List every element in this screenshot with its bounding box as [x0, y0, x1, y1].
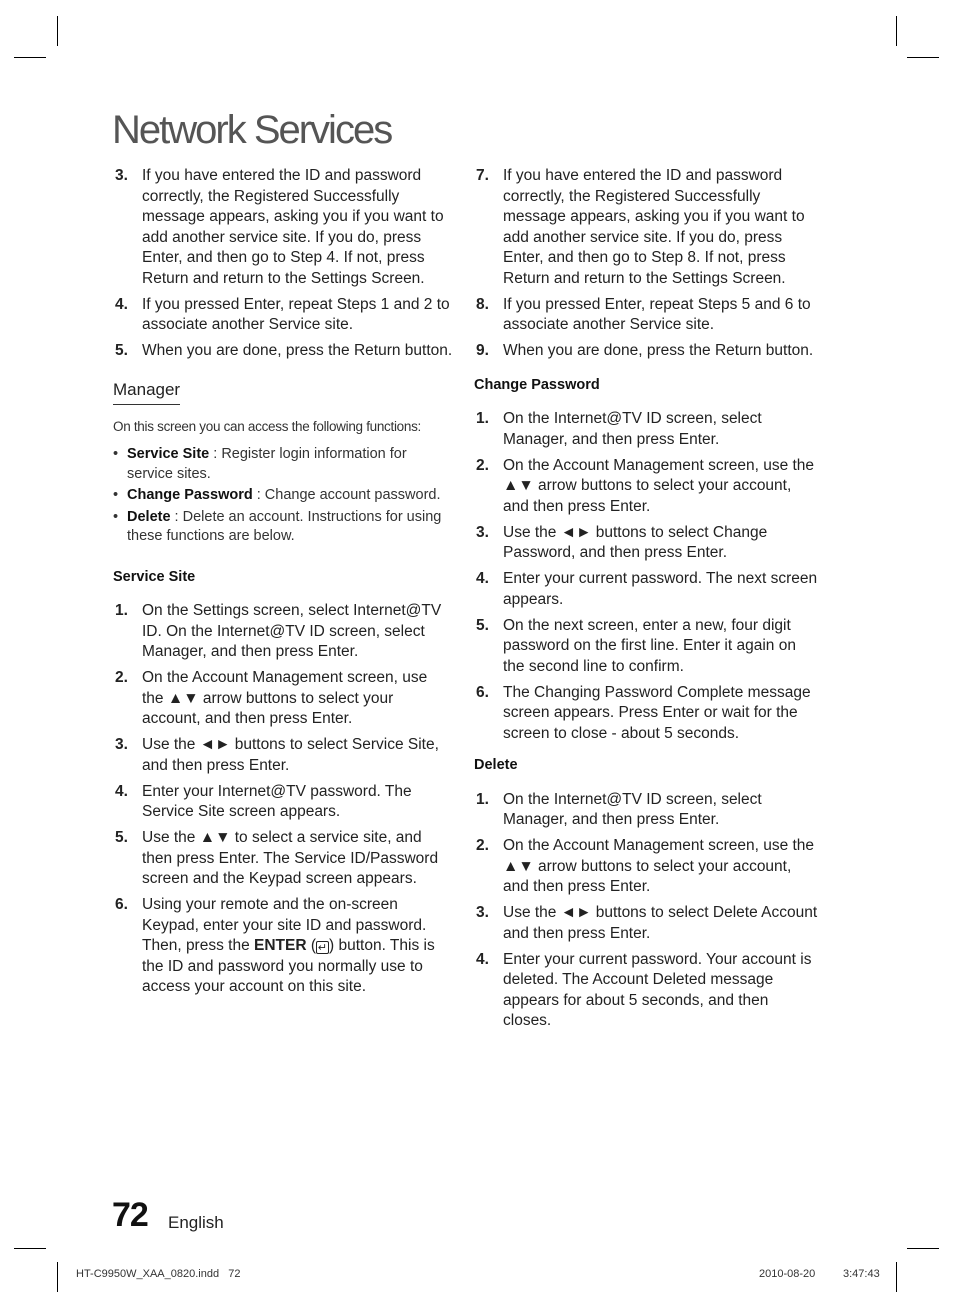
- language-label: English: [168, 1213, 224, 1232]
- step-item: [474, 950, 819, 1032]
- page-title: Network Services: [112, 108, 392, 152]
- bullet-item: [113, 508, 453, 547]
- step-number: 1.: [476, 790, 489, 808]
- step-item: [113, 735, 453, 776]
- step-number: 1.: [115, 602, 128, 619]
- step-text: If you pressed Enter, repeat Steps 5 and 6 to associate another Service site.: [503, 295, 811, 333]
- step-number: 4.: [476, 950, 489, 968]
- step-number: 5.: [476, 616, 489, 634]
- step-item: [113, 166, 453, 289]
- step-item: [113, 295, 453, 336]
- bullet-dot-icon: •: [113, 487, 119, 503]
- step-number: 3.: [115, 167, 128, 184]
- crop-mark: [907, 1248, 939, 1249]
- step-number: 5.: [115, 829, 128, 846]
- step-text: On the Account Management screen, use the ▲▼ arrow buttons to select your account, and then press Enter.: [503, 456, 815, 515]
- step-item: [474, 616, 819, 678]
- right-column: [474, 166, 819, 1037]
- step-text: When you are done, press the Return button.: [503, 342, 814, 359]
- paren-open: (: [306, 937, 317, 954]
- steps-list: [474, 409, 819, 744]
- step-number: 3.: [115, 736, 128, 753]
- step-text: On the Account Management screen, use the ▲▼ arrow buttons to select your account, and then press Enter.: [142, 669, 428, 727]
- step-text: On the Account Management screen, use the ▲▼ arrow buttons to select your account, and then press Enter.: [503, 837, 815, 895]
- step-text: Use the ◄► buttons to select Delete Account and then press Enter.: [503, 904, 818, 942]
- crop-mark: [907, 57, 939, 58]
- delete-heading: Delete: [474, 757, 518, 773]
- step-item: [113, 668, 453, 730]
- step-text: If you pressed Enter, repeat Steps 1 and 2 to associate another Service site.: [142, 295, 450, 333]
- enter-label: ENTER: [254, 937, 307, 954]
- step-number: 4.: [115, 782, 128, 800]
- step-item: [474, 409, 819, 450]
- crop-mark: [57, 16, 58, 46]
- bullet-item: [113, 445, 453, 484]
- step-text: If you have entered the ID and password correctly, the Registered Successfully message appears, asking you if you want to add another service site. If you do, press Enter, and then go to Step 8. If not, press Return and return to the Settings Screen.: [503, 167, 805, 287]
- step-number: 6.: [115, 896, 128, 913]
- step-text: Enter your current password. Your account is deleted. The Account Deleted message appears for about 5 seconds, and then closes.: [503, 950, 812, 1029]
- step-item: [474, 683, 819, 745]
- step-text: Use the ◄► buttons to select Change Password, and then press Enter.: [503, 523, 768, 561]
- step-item: [113, 895, 453, 998]
- step-text: Use the ▲▼ to select a service site, and then press Enter. The Service ID/Password screen and the Keypad screen appears.: [142, 829, 439, 887]
- step-number: 2.: [115, 669, 128, 686]
- step-item: [474, 790, 819, 831]
- steps-list: [474, 790, 819, 1032]
- step-text: On the Internet@TV ID screen, select Manager, and then press Enter.: [503, 410, 762, 448]
- enter-icon: ↵: [317, 942, 328, 954]
- step-text: Use the ◄► buttons to select Service Site, and then press Enter.: [142, 736, 439, 774]
- step-item: [474, 456, 819, 518]
- crop-mark: [896, 16, 897, 46]
- step-text: On the next screen, enter a new, four digit password on the first line. Enter it again on the second line to confirm.: [503, 616, 796, 675]
- step-text: The Changing Password Complete message screen appears. Press Enter or wait for the screen to close - about 5 seconds.: [503, 683, 811, 742]
- crop-mark: [14, 1248, 46, 1249]
- step-number: 8.: [476, 295, 489, 313]
- step-item: [474, 166, 819, 289]
- manager-heading: Manager: [113, 380, 180, 405]
- step-text: ) button. This is the ID and password you normally use to access your account on this site.: [142, 937, 435, 995]
- step-text: Using your remote and the on-screen Keypad, enter your site ID and password. Then, press the: [142, 896, 427, 954]
- step-number: 7.: [476, 167, 489, 184]
- step-number: 3.: [476, 904, 489, 921]
- steps-list: [474, 166, 819, 362]
- bullet-desc: : Change account password.: [252, 487, 441, 503]
- step-text: When you are done, press the Return button.: [142, 342, 453, 359]
- bullet-desc: : Register login information for service sites.: [127, 446, 407, 482]
- step-item: [113, 601, 453, 663]
- step-number: 9.: [476, 342, 489, 359]
- step-item: [113, 782, 453, 823]
- step-item: [474, 903, 819, 944]
- step-item: [474, 341, 819, 362]
- step-number: 2.: [476, 837, 489, 854]
- crop-mark: [57, 1262, 58, 1292]
- bullet-dot-icon: •: [113, 446, 119, 462]
- steps-list: [113, 895, 453, 998]
- slug-file: HT-C9950W_XAA_0820.indd 72: [76, 1268, 241, 1280]
- service-site-heading: Service Site: [113, 568, 196, 585]
- step-item: [113, 341, 453, 362]
- step-text: On the Settings screen, select Internet@TV ID. On the Internet@TV ID screen, select Manager, and then press Enter.: [142, 602, 442, 660]
- step-number: 6.: [476, 683, 489, 701]
- step-item: [113, 828, 453, 890]
- bullet-item: [113, 486, 453, 506]
- bullet-desc: : Delete an account. Instructions for using these functions are below.: [127, 508, 442, 544]
- step-number: 3.: [476, 523, 489, 541]
- step-number: 5.: [115, 342, 128, 359]
- step-text: If you have entered the ID and password correctly, the Registered Successfully message appears, asking you if you want to add another service site. If you do, press Enter, and then go to Step 4. If not, press Return and return to the Settings Screen.: [142, 167, 444, 287]
- step-text: On the Internet@TV ID screen, select Manager, and then press Enter.: [503, 790, 762, 828]
- steps-list: [113, 601, 453, 890]
- bullet-term: Change Password: [127, 487, 253, 503]
- step-text: Enter your current password. The next screen appears.: [503, 570, 818, 608]
- step-number: 1.: [476, 410, 489, 427]
- change-password-heading: Change Password: [474, 376, 600, 393]
- step-item: [474, 523, 819, 564]
- steps-list: [113, 166, 453, 362]
- step-item: [474, 569, 819, 610]
- page-number: 72: [112, 1196, 148, 1234]
- crop-mark: [14, 57, 46, 58]
- step-item: [474, 295, 819, 336]
- step-text: Enter your Internet@TV password. The Service Site screen appears.: [142, 782, 412, 820]
- step-number: 4.: [476, 570, 489, 587]
- bullet-term: Delete: [127, 508, 171, 525]
- manager-intro: On this screen you can access the following functions:: [113, 418, 421, 434]
- crop-mark: [896, 1262, 897, 1292]
- bullet-term: Service Site: [127, 446, 210, 462]
- function-list: [113, 445, 453, 547]
- slug-time: 3:47:43: [843, 1268, 880, 1280]
- bullet-dot-icon: •: [113, 508, 119, 525]
- step-item: [474, 836, 819, 898]
- step-number: 4.: [115, 295, 128, 313]
- step-number: 2.: [476, 456, 489, 474]
- left-column: [113, 166, 453, 1003]
- slug-date: 2010-08-20: [759, 1268, 816, 1280]
